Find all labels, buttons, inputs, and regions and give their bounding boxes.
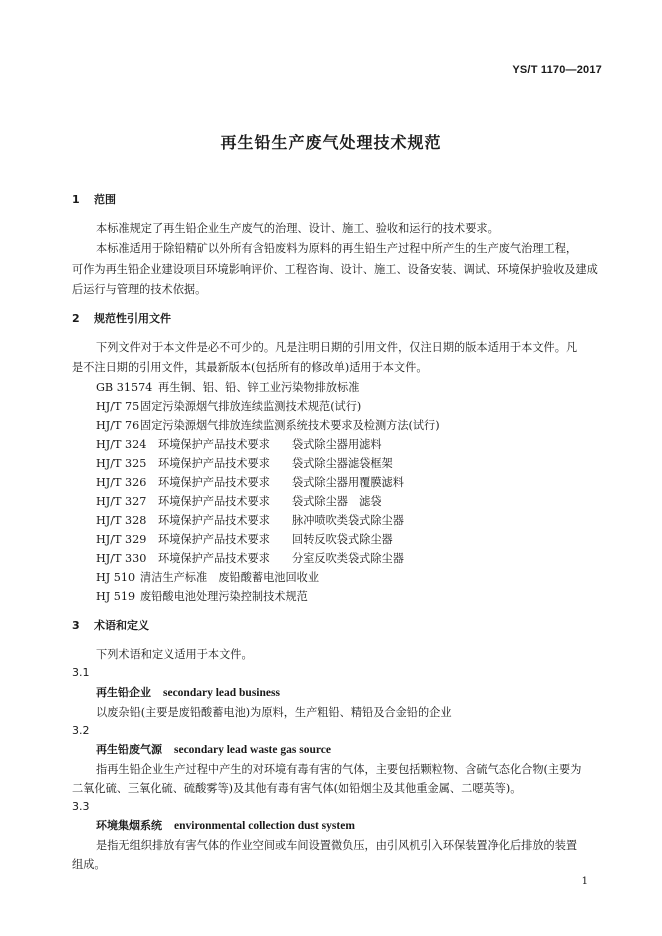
reference-title: 袋式除尘器用滤料	[292, 438, 382, 451]
reference-title: 回转反吹袋式除尘器	[292, 533, 393, 546]
reference-code: HJ/T 330	[96, 552, 147, 565]
reference-item	[96, 438, 382, 452]
section-title: 术语和定义	[94, 619, 149, 632]
reference-item	[96, 381, 359, 395]
reference-category: 环境保护产品技术要求	[158, 514, 270, 527]
term-chinese: 再生铅废气源	[96, 743, 162, 756]
term-heading	[96, 819, 355, 833]
reference-category: 环境保护产品技术要求	[158, 476, 270, 489]
reference-item	[96, 400, 361, 414]
reference-title: 废铅酸电池处理污染控制技术规范	[140, 590, 308, 603]
reference-code: HJ 519	[96, 590, 136, 603]
section-number: 1	[72, 193, 80, 206]
reference-title: 袋式除尘器滤袋框架	[292, 457, 393, 470]
term-heading	[96, 743, 331, 757]
reference-code: HJ/T 326	[96, 476, 147, 489]
reference-title: 固定污染源烟气排放连续监测系统技术要求及检测方法(试行)	[140, 419, 440, 432]
term-definition-line-1: 是指无组织排放有害气体的作业空间或车间设置微负压，由引风机引入环保装置净化后排放的装置	[96, 839, 578, 852]
reference-title: 再生铜、铝、铅、锌工业污染物排放标准	[158, 381, 360, 394]
reference-code: HJ/T 76	[96, 419, 140, 432]
term-definition-line-2: 二氧化硫、三氧化硫、硫酸雾等)及其他有毒有害气体(如铅烟尘及其他重金属、二噁英等)。	[72, 782, 522, 795]
term-number: 3.3	[72, 800, 90, 813]
reference-title: 袋式除尘器用覆膜滤料	[292, 476, 404, 489]
normative-intro-line-2: 是不注日期的引用文件，其最新版本(包括所有的修改单)适用于本文件。	[72, 361, 428, 374]
section-heading-scope	[72, 193, 116, 207]
section-number: 2	[72, 312, 80, 325]
reference-category: 环境保护产品技术要求	[158, 457, 270, 470]
reference-title: 清洁生产标准 废铅酸蓄电池回收业	[140, 571, 320, 584]
reference-title: 袋式除尘器 滤袋	[292, 495, 382, 508]
term-definition-line-1: 指再生铅企业生产过程中产生的对环境有毒有害的气体，主要包括颗粒物、含硫气态化合物(主要为	[96, 763, 582, 776]
reference-code: HJ/T 324	[96, 438, 147, 451]
section-heading-normative	[72, 312, 171, 326]
normative-intro-line-1: 下列文件对于本文件是必不可少的。凡是注明日期的引用文件，仅注日期的版本适用于本文件。凡	[96, 341, 578, 354]
term-chinese: 再生铅企业	[96, 686, 151, 699]
reference-code: HJ/T 75	[96, 400, 140, 413]
term-english: environmental collection dust system	[174, 820, 355, 832]
reference-title: 固定污染源烟气排放连续监测技术规范(试行)	[140, 400, 362, 413]
term-definition-line-2: 组成。	[72, 858, 106, 871]
term-heading	[96, 686, 280, 700]
term-english: secondary lead waste gas source	[174, 744, 331, 756]
term-chinese: 环境集烟系统	[96, 819, 162, 832]
reference-item	[96, 495, 382, 509]
reference-item	[96, 514, 404, 528]
reference-code: GB 31574	[96, 381, 153, 394]
section-title: 范围	[94, 193, 116, 206]
term-english: secondary lead business	[163, 687, 280, 699]
scope-paragraph-2-line-3: 后运行与管理的技术依据。	[72, 283, 207, 296]
term-number: 3.2	[72, 724, 90, 737]
reference-item	[96, 552, 404, 566]
reference-code: HJ 510	[96, 571, 136, 584]
reference-code: HJ/T 327	[96, 495, 147, 508]
reference-item	[96, 457, 393, 471]
document-title: 再生铅生产废气处理技术规范	[220, 133, 442, 152]
reference-item	[96, 590, 308, 604]
term-number: 3.1	[72, 666, 90, 679]
section-title: 规范性引用文件	[94, 312, 171, 325]
reference-item	[96, 571, 319, 585]
scope-paragraph-2-line-2: 可作为再生铅企业建设项目环境影响评价、工程咨询、设计、施工、设备安装、调试、环境保护验收及建成	[72, 263, 598, 276]
terms-intro: 下列术语和定义适用于本文件。	[96, 648, 253, 661]
reference-code: HJ/T 329	[96, 533, 147, 546]
section-number: 3	[72, 619, 80, 632]
scope-paragraph-1: 本标准规定了再生铅企业生产废气的治理、设计、施工、验收和运行的技术要求。	[96, 222, 499, 235]
reference-item	[96, 419, 440, 433]
term-definition: 以废杂铅(主要是废铅酸蓄电池)为原料，生产粗铅、精铅及合金铅的企业	[96, 706, 452, 719]
page-number: 1	[581, 876, 588, 887]
reference-item	[96, 533, 393, 547]
reference-title: 脉冲喷吹类袋式除尘器	[292, 514, 404, 527]
scope-paragraph-2-line-1: 本标准适用于除铅精矿以外所有含铅废料为原料的再生铅生产过程中所产生的生产废气治理工程，	[96, 242, 578, 255]
standard-code: YS/T 1170—2017	[512, 64, 602, 76]
reference-code: HJ/T 325	[96, 457, 147, 470]
reference-category: 环境保护产品技术要求	[158, 438, 270, 451]
reference-title: 分室反吹类袋式除尘器	[292, 552, 404, 565]
reference-item	[96, 476, 404, 490]
reference-category: 环境保护产品技术要求	[158, 533, 270, 546]
reference-code: HJ/T 328	[96, 514, 147, 527]
section-heading-terms	[72, 619, 149, 633]
reference-category: 环境保护产品技术要求	[158, 495, 270, 508]
reference-category: 环境保护产品技术要求	[158, 552, 270, 565]
